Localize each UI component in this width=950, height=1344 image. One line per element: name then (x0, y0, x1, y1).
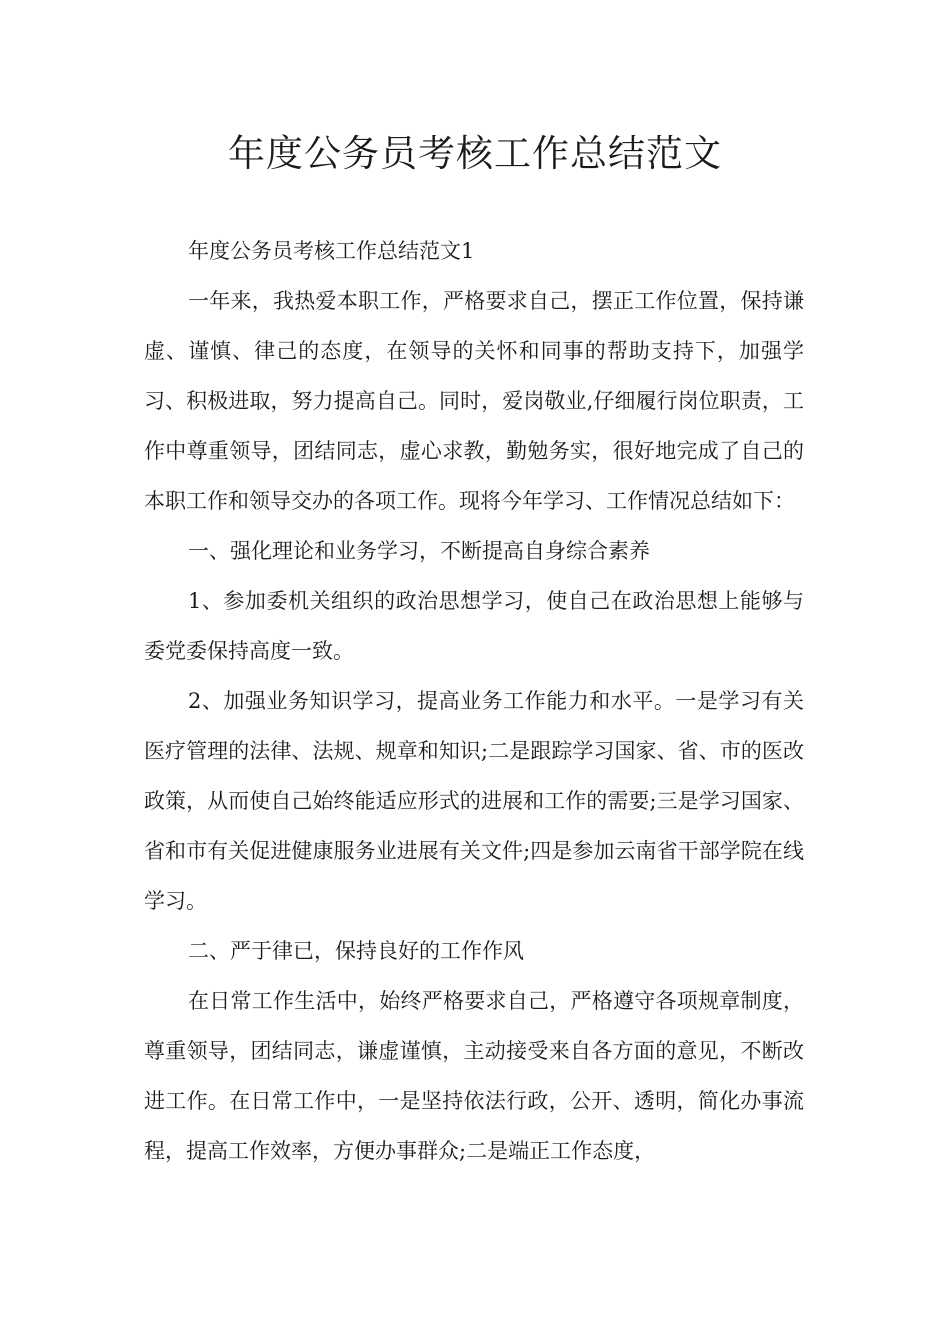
paragraph-subtitle: 年度公务员考核工作总结范文1 (188, 239, 475, 263)
section-heading-2: 二、严于律已，保持良好的工作作风 (188, 939, 524, 963)
paragraph-item-1: 1、参加委机关组织的政治思想学习，使自己在政治思想上能够与委党委保持高度一致。 (144, 589, 804, 663)
section-heading-1: 一、强化理论和业务学习，不断提高自身综合素养 (188, 539, 650, 563)
paragraph-work-style: 在日常工作生活中，始终严格要求自己，严格遵守各项规章制度，尊重领导，团结同志，谦虚谨慎，主动接受来自各方面的意见，不断改进工作。在日常工作中，一是坚持依法行政，公开、透明，简化办事流程，提高工作效率，方便办事群众;二是端正工作态度， (144, 989, 804, 1163)
paragraph-item-2: 2、加强业务知识学习，提高业务工作能力和水平。一是学习有关医疗管理的法律、法规、规章和知识;二是跟踪学习国家、省、市的医改政策，从而使自己始终能适应形式的进展和工作的需要;三是学习国家、省和市有关促进健康服务业进展有关文件;四是参加云南省干部学院在线学习。 (144, 689, 804, 913)
document-title: 年度公务员考核工作总结范文 (228, 132, 722, 175)
paragraph-intro: 一年来，我热爱本职工作，严格要求自己，摆正工作位置，保持谦虚、谨慎、律己的态度，在领导的关怀和同事的帮助支持下，加强学习、积极进取，努力提高自己。同时，爱岗敬业,仔细履行岗位职责，工作中尊重领导，团结同志，虚心求教，勤勉务实，很好地完成了自己的本职工作和领导交办的各项工作。现将今年学习、工作情况总结如下： (144, 289, 804, 513)
document-body (144, 226, 804, 1176)
